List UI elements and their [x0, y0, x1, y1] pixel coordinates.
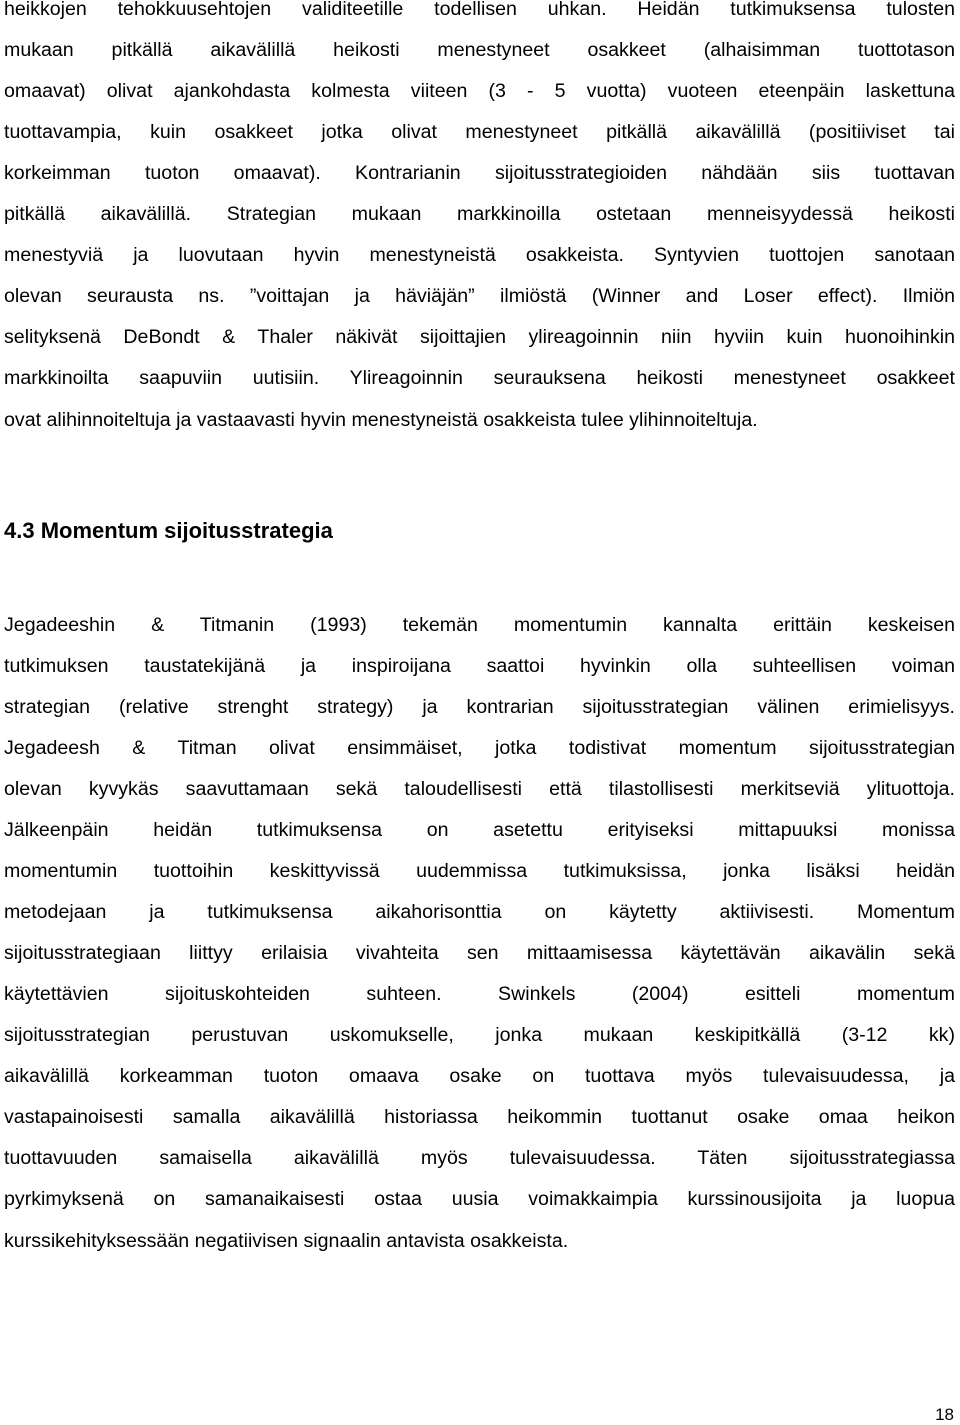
text-line: sijoitusstrategian perustuvan uskomukselle, jonka mukaan keskipitkällä (3-12 kk) [4, 1024, 955, 1046]
text-line: mukaan pitkällä aikavälillä heikosti menestyneet osakkeet (alhaisimman tuottotason [4, 39, 955, 61]
section-heading: 4.3 Momentum sijoitusstrategia [4, 518, 333, 543]
text-line: momentumin tuottoihin keskittyvissä uudemmissa tutkimuksissa, jonka lisäksi heidän [4, 860, 955, 882]
text-line: Jälkeenpäin heidän tutkimuksensa on asetettu erityiseksi mittapuuksi monissa [4, 819, 955, 841]
text-line: Jegadeeshin & Titmanin (1993) tekemän momentumin kannalta erittäin keskeisen [4, 614, 955, 636]
text-line: olevan seurausta ns. ”voittajan ja häviäjän” ilmiöstä (Winner and Loser effect). Ilmiön [4, 285, 955, 307]
text-line: ovat alihinnoiteltuja ja vastaavasti hyvin menestyneistä osakkeista tulee ylihinnoiteltuja. [4, 409, 758, 431]
text-line: omaavat) olivat ajankohdasta kolmesta viiteen (3 - 5 vuotta) vuoteen eteenpäin laskettuna [4, 80, 955, 102]
text-line: heikkojen tehokkuusehtojen validiteetille todellisen uhkan. Heidän tutkimuksensa tulosten [4, 0, 955, 20]
text-line: strategian (relative strenght strategy) ja kontrarian sijoitusstrategian välinen erimielisyys. [4, 696, 955, 718]
text-line: markkinoilta saapuviin uutisiin. Ylireagoinnin seurauksena heikosti menestyneet osakkeet [4, 367, 955, 389]
text-line: menestyviä ja luovutaan hyvin menestyneistä osakkeista. Syntyvien tuottojen sanotaan [4, 244, 955, 266]
text-line: selityksenä DeBondt & Thaler näkivät sijoittajien ylireagoinnin niin hyviin kuin huonoihinkin [4, 326, 955, 348]
text-line: kurssikehityksessään negatiivisen signaalin antavista osakkeista. [4, 1230, 569, 1252]
text-line: tutkimuksen taustatekijänä ja inspiroijana saattoi hyvinkin olla suhteellisen voiman [4, 655, 955, 677]
text-line: pitkällä aikavälillä. Strategian mukaan markkinoilla ostetaan menneisyydessä heikosti [4, 203, 955, 225]
text-line: Jegadeesh & Titman olivat ensimmäiset, jotka todistivat momentum sijoitusstrategian [4, 737, 955, 759]
text-line: sijoitusstrategiaan liittyy erilaisia vivahteita sen mittaamisessa käytettävän aikavälin sekä [4, 942, 955, 964]
text-line: käytettävien sijoituskohteiden suhteen. Swinkels (2004) esitteli momentum [4, 983, 955, 1005]
text-line: tuottavuuden samaisella aikavälillä myös tulevaisuudessa. Täten sijoitusstrategiassa [4, 1147, 955, 1169]
text-line: tuottavampia, kuin osakkeet jotka olivat menestyneet pitkällä aikavälillä (positiiviset tai [4, 121, 955, 143]
text-line: korkeimman tuoton omaavat). Kontrarianin sijoitusstrategioiden nähdään siis tuottavan [4, 162, 955, 184]
text-line: vastapainoisesti samalla aikavälillä historiassa heikommin tuottanut osake omaa heikon [4, 1106, 955, 1128]
text-line: metodejaan ja tutkimuksensa aikahorisonttia on käytetty aktiivisesti. Momentum [4, 901, 955, 923]
page-number: 18 [935, 1405, 954, 1424]
text-line: olevan kyvykäs saavuttamaan sekä taloudellisesti että tilastollisesti merkitseviä ylituottoja. [4, 778, 955, 800]
text-line: aikavälillä korkeamman tuoton omaava osake on tuottava myös tulevaisuudessa, ja [4, 1065, 955, 1087]
text-line: pyrkimyksenä on samanaikaisesti ostaa uusia voimakkaimpia kurssinousijoita ja luopua [4, 1188, 955, 1210]
